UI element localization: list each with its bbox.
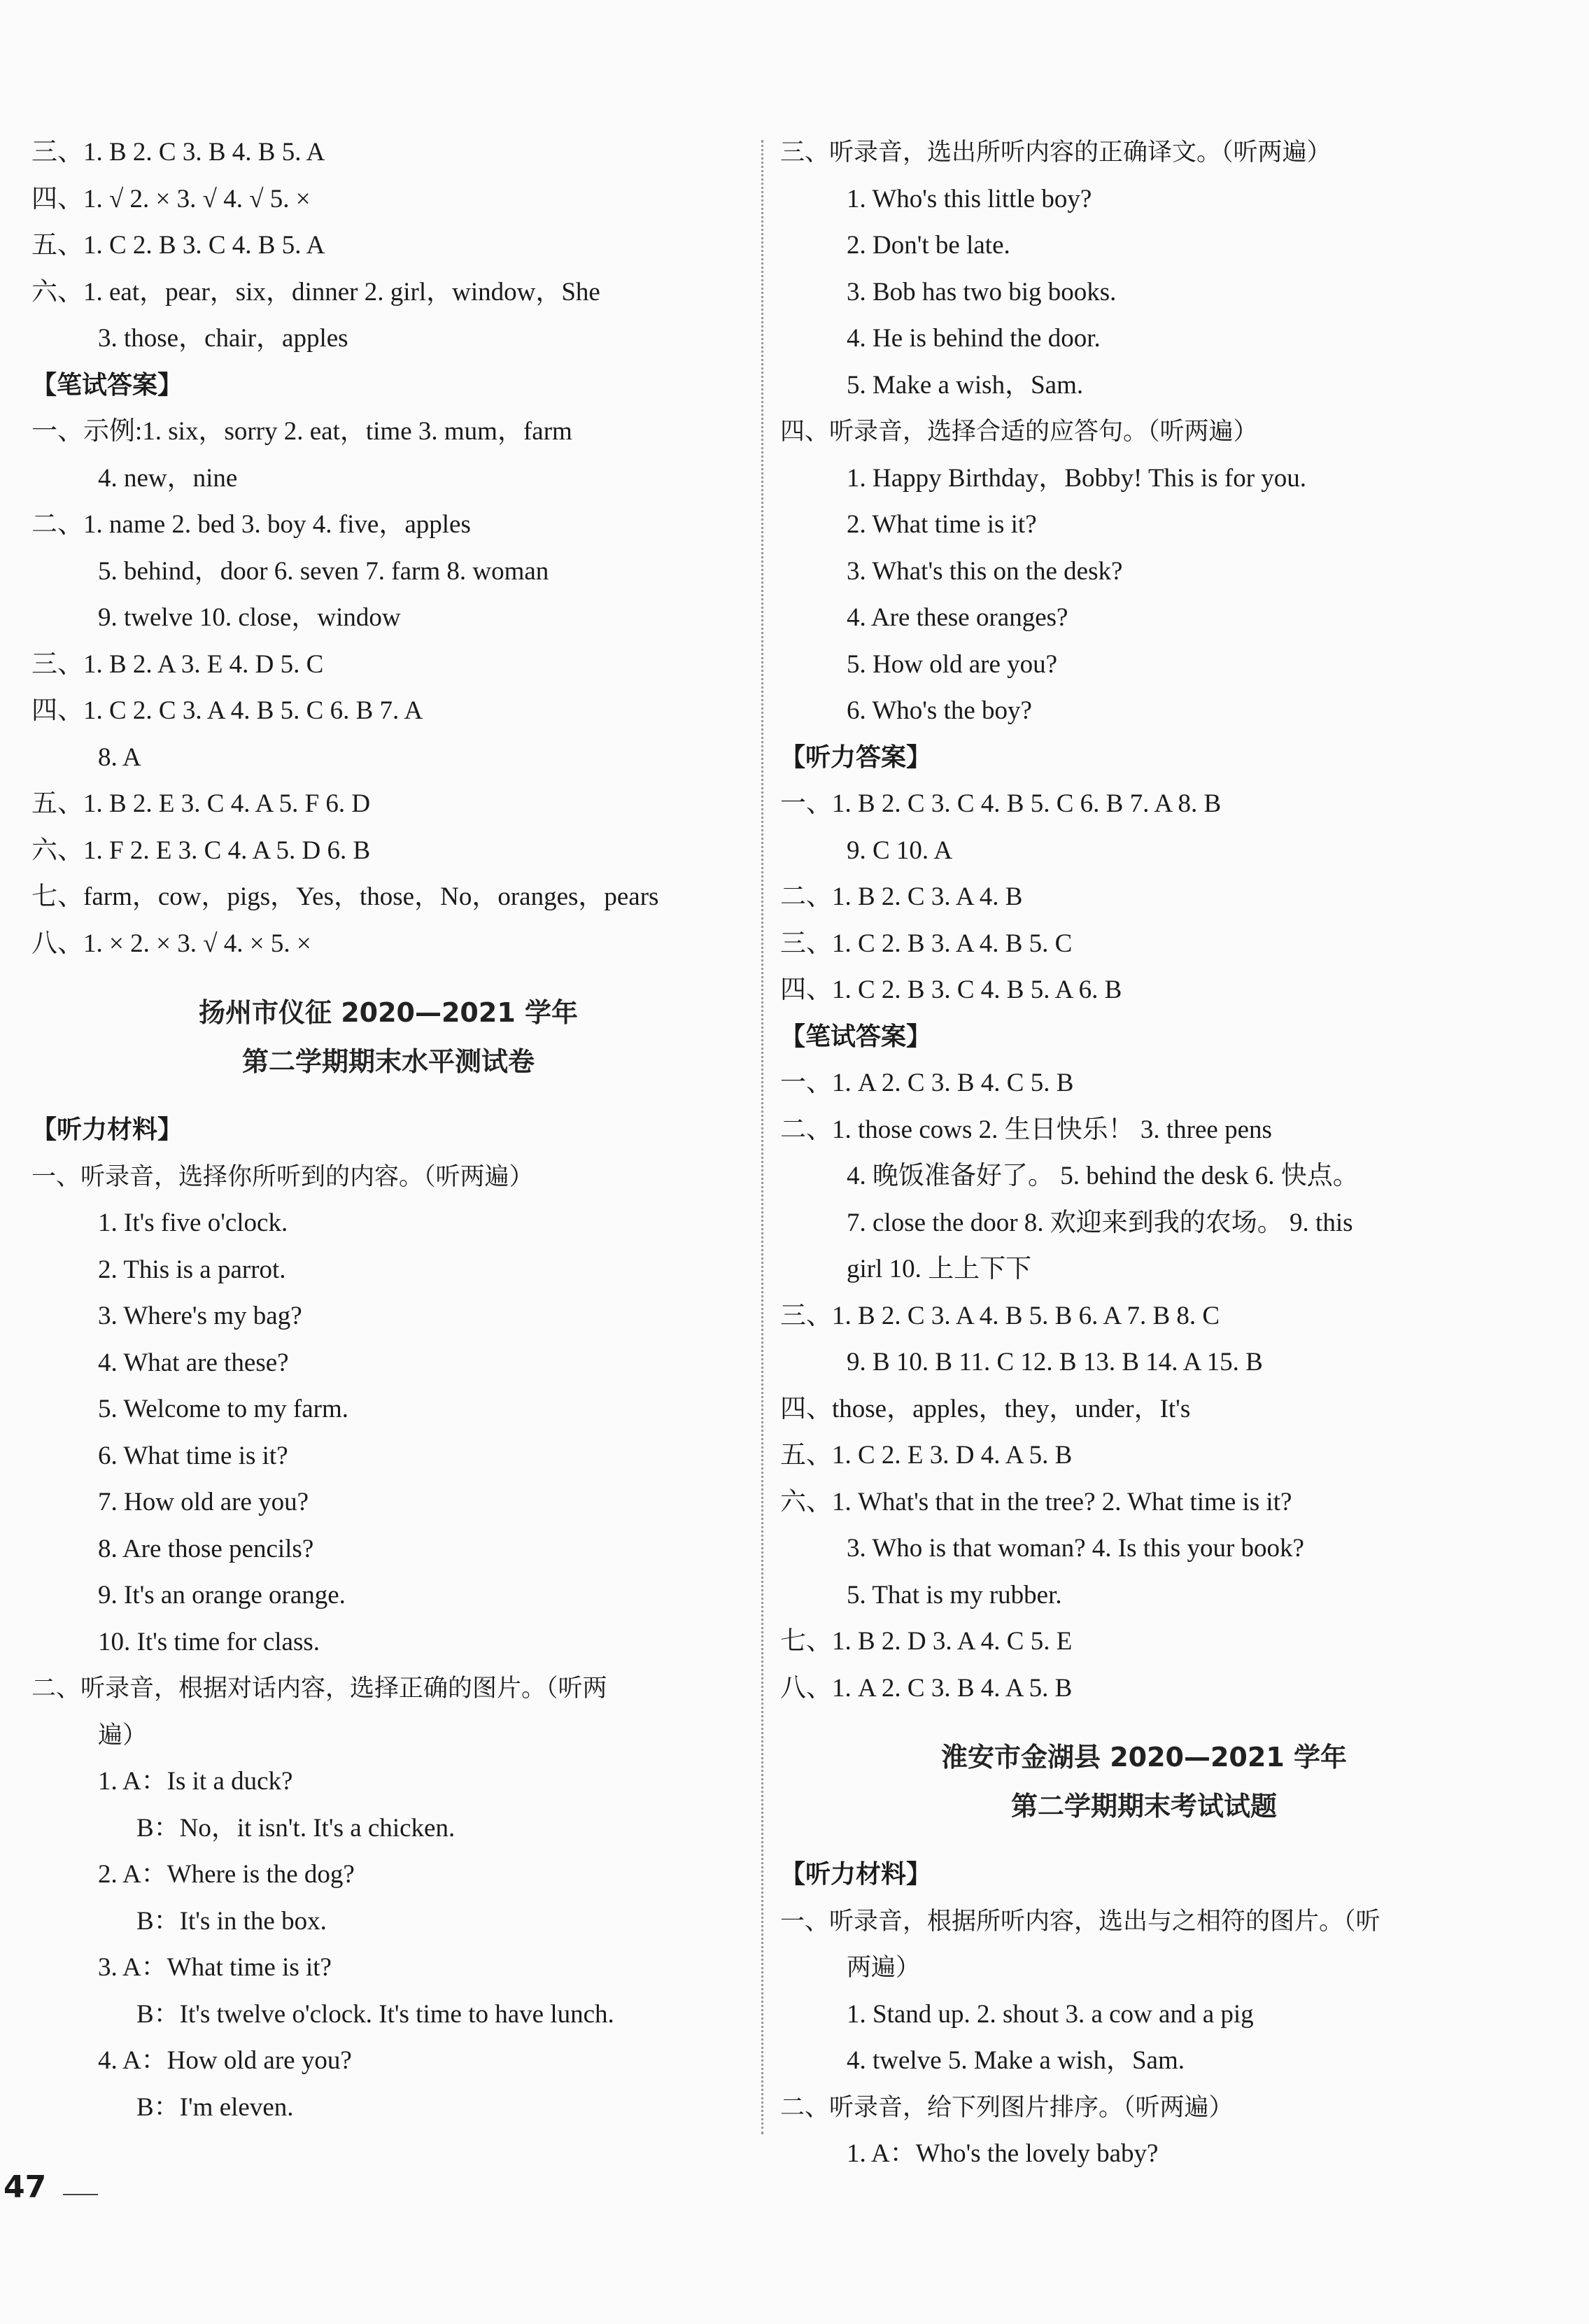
- script-line: 9. It's an orange orange.: [98, 1581, 346, 1610]
- answer-line: 5. behind，door 6. seven 7. farm 8. woman: [98, 556, 549, 586]
- script-line: 8. Are those pencils?: [98, 1534, 314, 1563]
- exam-title-line-2: 第二学期期末考试试题: [1010, 1791, 1277, 1822]
- section-header: 【听力材料】: [31, 1115, 183, 1144]
- script-line: 5. Make a wish，Sam.: [847, 370, 1084, 400]
- script-line: B：It's twelve o'clock. It's time to have lunch.: [136, 1999, 614, 2029]
- answer-line: 3. Who is that woman? 4. Is this your book?: [847, 1534, 1304, 1563]
- answer-line: 三、1. B 2. C 3. B 4. B 5. A: [31, 138, 325, 167]
- answer-line: 五、1. B 2. E 3. C 4. A 5. F 6. D: [31, 789, 371, 818]
- answer-line: 三、1. B 2. C 3. A 4. B 5. B 6. A 7. B 8. C: [780, 1301, 1220, 1330]
- answer-line: 一、示例:1. six，sorry 2. eat，time 3. mum，farm: [31, 417, 572, 446]
- question-heading: 一、听录音，根据所听内容，选出与之相符的图片。（听: [780, 1907, 1380, 1936]
- answer-line: 三、1. B 2. A 3. E 4. D 5. C: [31, 649, 324, 679]
- exam-title-line-2: 第二学期期末水平测试卷: [241, 1046, 535, 1077]
- script-line: 2. A：Where is the dog?: [98, 1860, 355, 1889]
- answer-line: 5. That is my rubber.: [847, 1580, 1062, 1610]
- answer-line: 七、farm，cow，pigs，Yes，those，No，oranges，pears: [31, 882, 659, 911]
- section-header: 【听力材料】: [780, 1860, 932, 1889]
- page-number-rule: [63, 2194, 98, 2195]
- answer-line: 四、1. C 2. C 3. A 4. B 5. C 6. B 7. A: [31, 696, 423, 725]
- script-line: 1. Who's this little boy?: [847, 184, 1092, 213]
- answer-line: 四、1. √ 2. × 3. √ 4. √ 5. ×: [31, 184, 311, 213]
- answer-line: 4. 晚饭准备好了。 5. behind the desk 6. 快点。: [847, 1162, 1359, 1190]
- exam-title-line-1: 淮安市金湖县 2020—2021 学年: [941, 1742, 1347, 1773]
- script-line: 2. What time is it?: [847, 510, 1037, 539]
- script-line: 1. Happy Birthday，Bobby! This is for you.: [847, 463, 1307, 493]
- script-line: 5. How old are you?: [847, 649, 1058, 679]
- section-header: 【笔试答案】: [780, 1022, 932, 1051]
- answer-line: 六、1. eat，pear，six，dinner 2. girl，window，She: [31, 277, 600, 307]
- answer-line: 3. those，chair，apples: [98, 324, 348, 353]
- script-line: 6. Who's the boy?: [847, 696, 1032, 725]
- script-line: 5. Welcome to my farm.: [98, 1395, 349, 1423]
- script-line: B：I'm eleven.: [136, 2092, 294, 2122]
- script-line: B：It's in the box.: [136, 1906, 327, 1936]
- script-line: 6. What time is it?: [98, 1441, 288, 1470]
- answer-line: 9. twelve 10. close，window: [98, 603, 401, 632]
- script-line: 1. It's five o'clock.: [98, 1209, 288, 1237]
- answer-line: 9. C 10. A: [847, 836, 953, 865]
- script-line: 3. What's this on the desk?: [847, 556, 1123, 586]
- script-line: 1. A：Who's the lovely baby?: [847, 2139, 1159, 2168]
- script-line: 4. twelve 5. Make a wish，Sam.: [847, 2046, 1185, 2075]
- right-column: [780, 129, 1508, 2178]
- page-number: 47: [3, 2169, 47, 2205]
- answer-line: 二、1. B 2. C 3. A 4. B: [780, 882, 1023, 911]
- section-header: 【听力答案】: [780, 742, 932, 772]
- left-column: [31, 129, 745, 2131]
- answer-line: 八、1. × 2. × 3. √ 4. × 5. ×: [31, 929, 311, 958]
- question-heading: 四、听录音，选择合适的应答句。（听两遍）: [780, 418, 1258, 446]
- answer-line: 一、1. B 2. C 3. C 4. B 5. C 6. B 7. A 8. B: [780, 789, 1222, 818]
- script-line: 7. How old are you?: [98, 1488, 309, 1516]
- script-line: 10. It's time for class.: [98, 1627, 320, 1656]
- answer-line: 7. close the door 8. 欢迎来到我的农场。 9. this: [847, 1208, 1353, 1237]
- question-heading: 二、听录音，给下列图片排序。（听两遍）: [780, 2093, 1234, 2122]
- script-line: 3. Bob has two big books.: [847, 277, 1117, 307]
- script-line: 4. A：How old are you?: [98, 2046, 352, 2075]
- answer-line: 五、1. C 2. B 3. C 4. B 5. A: [31, 231, 325, 260]
- answer-line: 七、1. B 2. D 3. A 4. C 5. E: [780, 1627, 1073, 1656]
- exam-title-line-1: 扬州市仪征 2020—2021 学年: [199, 997, 578, 1028]
- script-line: 1. Stand up. 2. shout 3. a cow and a pig: [847, 1999, 1254, 2029]
- question-heading: 三、听录音，选出所听内容的正确译文。（听两遍）: [780, 139, 1332, 167]
- answer-line: 4. new，nine: [98, 463, 238, 493]
- script-line: 3. Where's my bag?: [98, 1302, 302, 1330]
- answer-line: 五、1. C 2. E 3. D 4. A 5. B: [780, 1441, 1073, 1470]
- answer-line: 二、1. name 2. bed 3. boy 4. five，apples: [31, 510, 471, 539]
- answer-line: 9. B 10. B 11. C 12. B 13. B 14. A 15. B: [847, 1348, 1263, 1376]
- section-header: 【笔试答案】: [31, 370, 183, 400]
- script-line: 2. Don't be late.: [847, 231, 1010, 260]
- script-line: 4. Are these oranges?: [847, 603, 1068, 632]
- answer-line: girl 10. 上上下下: [847, 1255, 1032, 1283]
- script-line: B：No，it isn't. It's a chicken.: [136, 1813, 455, 1843]
- question-heading: 两遍）: [847, 1954, 921, 1982]
- answer-line: 四、1. C 2. B 3. C 4. B 5. A 6. B: [780, 976, 1122, 1004]
- answer-line: 六、1. F 2. E 3. C 4. A 5. D 6. B: [31, 836, 371, 865]
- answer-line: 六、1. What's that in the tree? 2. What time is it?: [780, 1487, 1292, 1516]
- question-heading: 遍）: [98, 1721, 148, 1749]
- answer-line: 一、1. A 2. C 3. B 4. C 5. B: [780, 1069, 1074, 1097]
- script-line: 4. He is behind the door.: [847, 324, 1101, 353]
- script-line: 1. A：Is it a duck?: [98, 1767, 293, 1796]
- answer-line: 四、those，apples，they，under，It's: [780, 1394, 1191, 1423]
- script-line: 2. This is a parrot.: [98, 1255, 286, 1284]
- script-line: 4. What are these?: [98, 1348, 289, 1377]
- script-line: 3. A：What time is it?: [98, 1953, 332, 1982]
- answer-line: 三、1. C 2. B 3. A 4. B 5. C: [780, 929, 1073, 958]
- question-heading: 一、听录音，选择你所听到的内容。（听两遍）: [31, 1162, 534, 1191]
- column-divider: [761, 140, 763, 2134]
- answer-line: 八、1. A 2. C 3. B 4. A 5. B: [780, 1673, 1073, 1703]
- answer-line: 二、1. those cows 2. 生日快乐！ 3. three pens: [780, 1115, 1272, 1144]
- answer-line: 8. A: [98, 742, 141, 772]
- question-heading: 二、听录音，根据对话内容，选择正确的图片。（听两: [31, 1675, 607, 1703]
